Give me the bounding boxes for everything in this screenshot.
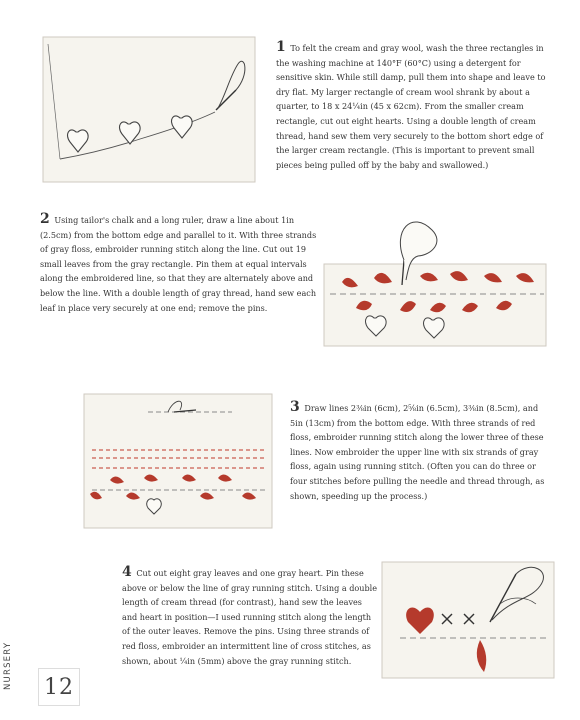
illustration-step-2 [322,210,548,350]
step-2-text: Using tailor's chalk and a long ruler, draw a line about 1in (2.5cm) from the bottom edge and parallel to it. With three strands of gray floss, embroider running stitch along the line. Cut out 19 small leaves from the gray rectangle. Pin them at equal intervals along the embroidered line, so that they are alternately above and below the line. With a double length of gray thread, hand sew each leaf in place very securely at one end; remove the pins. [40,215,317,313]
illustration-step-4 [380,560,556,680]
step-4 [122,565,378,668]
step-2-number: 2 [40,211,50,227]
step-1-number: 1 [276,39,286,55]
step-3 [290,400,546,503]
step-4-number: 4 [122,564,132,580]
illustration-step-1 [40,34,260,186]
section-label: NURSERY [3,641,13,690]
step-1-text: To felt the cream and gray wool, wash the three rectangles in the washing machine at 140°F (60°C) using a detergent for sensitive skin. While still damp, pull them into shape and leave to dry flat. My larger rectangle of cream wool shrank by about a quarter, to 18 x 24¼in (45 x 62cm). From the smaller cream rectangle, cut out eight hearts. Using a double length of cream thread, hand sew them very securely to the bottom short edge of the larger cream rectangle. (This is important to prevent small pieces being pulled off by the baby and swallowed.) [276,43,546,170]
step-1 [276,40,556,172]
step-4-text: Cut out eight gray leaves and one gray heart. Pin these above or below the line of gray running stitch. Using a double length of cream thread (for contrast), hand sew the leaves and heart in position—I used running stitch along the length of the outer leaves. Remove the pins. Using three strands of red floss, embroider an intermittent line of cross stitches, as shown, about ¼in (5mm) above the gray running stitch. [122,568,378,666]
step-3-number: 3 [290,399,300,415]
step-3-text: Draw lines 2⅜in (6cm), 2⅝in (6.5cm), 3⅜in (8.5cm), and 5in (13cm) from the bottom edge. With three strands of red floss, embroider running stitch along the lower three of these lines. Now embroider the upper line with six strands of gray floss, again using running stitch. (Often you can do three or four stitches before pulling the needle and thread through, as shown, speeding up the process.) [290,403,545,501]
page-number: 12 [38,668,80,706]
illustration-step-3 [82,392,274,530]
step-2 [40,212,318,315]
